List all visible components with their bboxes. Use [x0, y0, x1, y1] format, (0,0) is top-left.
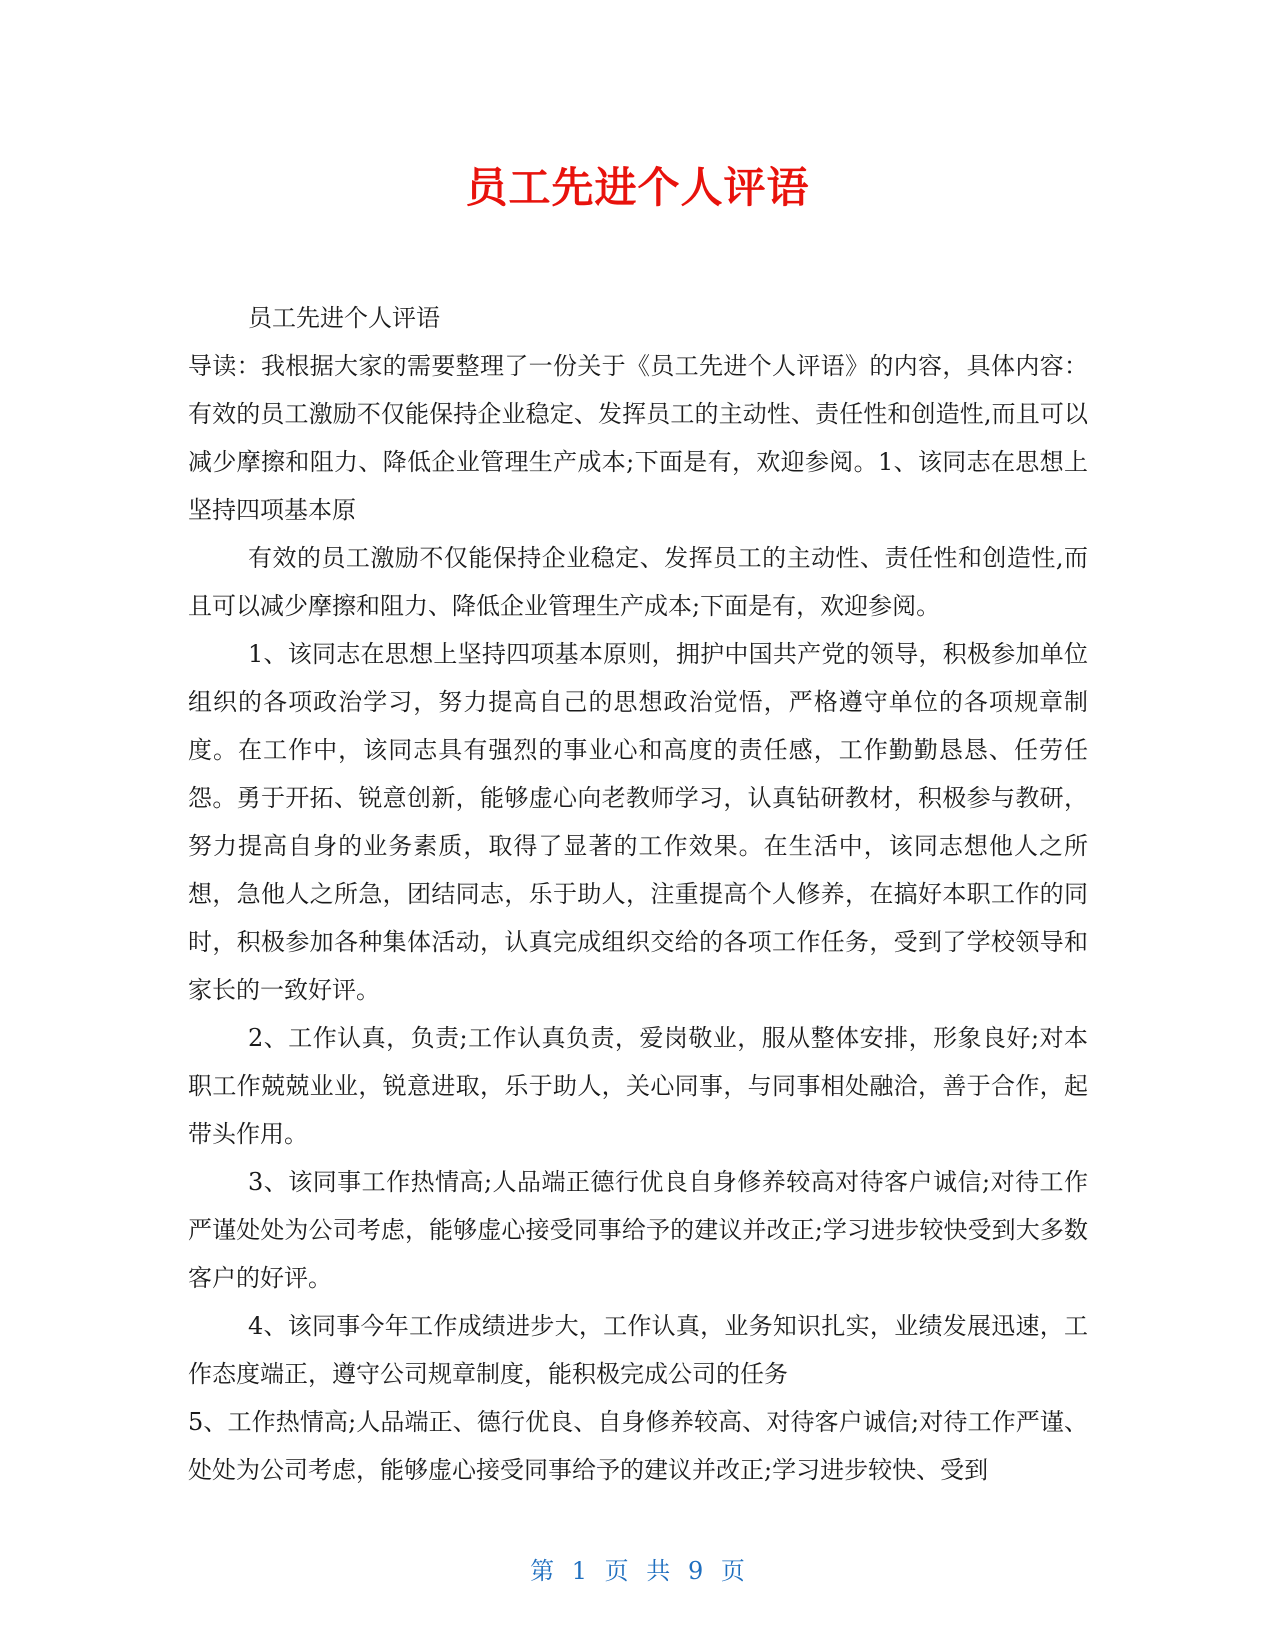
paragraph-intro: 导读：我根据大家的需要整理了一份关于《员工先进个人评语》的内容，具体内容：有效的员工激励不仅能保持企业稳定、发挥员工的主动性、责任性和创造性,而且可以减少摩擦和阻力、降低企业管理生产成本;下面是有，欢迎参阅。1、该同志在思想上坚持四项基本原 — [188, 352, 1088, 524]
paragraph-item-5: 5、工作热情高;人品端正、德行优良、自身修养较高、对待客户诚信;对待工作严谨、处处为公司考虑，能够虚心接受同事给予的建议并改正;学习进步较快、受到 — [188, 1408, 1088, 1484]
paragraph-item-3: 3、该同事工作热情高;人品端正德行优良自身修养较高对待客户诚信;对待工作严谨处处为公司考虑，能够虚心接受同事给予的建议并改正;学习进步较快受到大多数客户的好评。 — [188, 1168, 1088, 1292]
document-body — [188, 294, 1088, 1494]
paragraph-summary: 有效的员工激励不仅能保持企业稳定、发挥员工的主动性、责任性和创造性,而且可以减少摩擦和阻力、降低企业管理生产成本;下面是有，欢迎参阅。 — [188, 544, 1088, 620]
page-title: 员工先进个人评语 — [465, 163, 810, 212]
document-subtitle: 员工先进个人评语 — [248, 304, 440, 332]
page-number: 第 1 页 共 9 页 — [530, 1557, 745, 1585]
paragraph-item-2: 2、工作认真，负责;工作认真负责，爱岗敬业，服从整体安排，形象良好;对本职工作兢兢业业，锐意进取，乐于助人，关心同事，与同事相处融洽，善于合作，起带头作用。 — [188, 1024, 1088, 1148]
paragraph-item-4: 4、该同事今年工作成绩进步大，工作认真，业务知识扎实，业绩发展迅速，工作态度端正，遵守公司规章制度，能积极完成公司的任务 — [188, 1312, 1088, 1388]
paragraph-item-1: 1、该同志在思想上坚持四项基本原则，拥护中国共产党的领导，积极参加单位组织的各项政治学习，努力提高自己的思想政治觉悟，严格遵守单位的各项规章制度。在工作中，该同志具有强烈的事业心和高度的责任感，工作勤勤恳恳、任劳任怨。勇于开拓、锐意创新，能够虚心向老教师学习，认真钻研教材，积极参与教研，努力提高自身的业务素质，取得了显著的工作效果。在生活中，该同志想他人之所想，急他人之所急，团结同志，乐于助人，注重提高个人修养，在搞好本职工作的同时，积极参加各种集体活动，认真完成组织交给的各项工作任务，受到了学校领导和家长的一致好评。 — [188, 640, 1088, 1004]
